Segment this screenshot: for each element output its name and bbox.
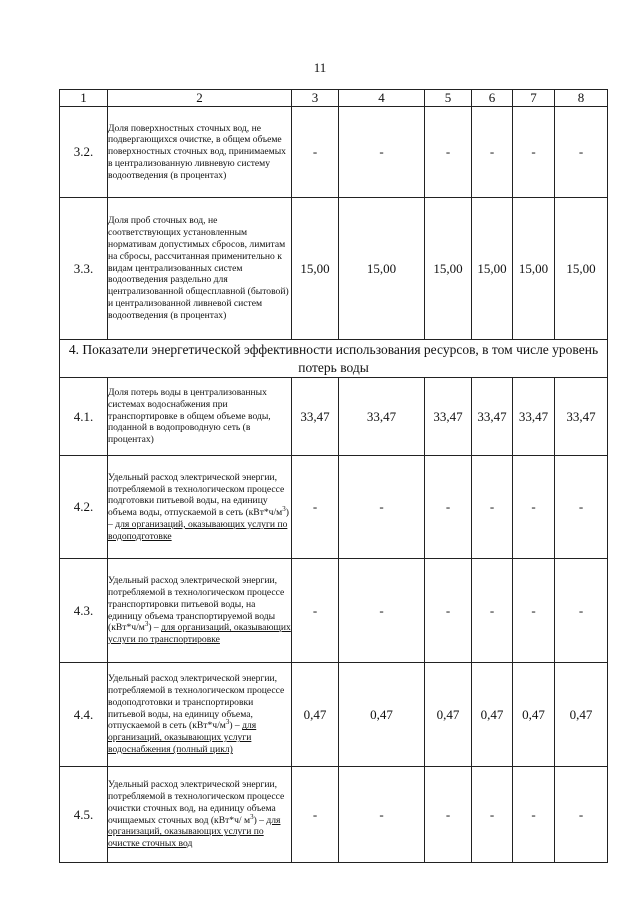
value-cell: - — [425, 767, 472, 863]
desc-superscript: 3 — [282, 504, 286, 513]
indicators-table — [59, 89, 608, 863]
page-number: 11 — [313, 60, 327, 75]
value-cell: 0,47 — [513, 663, 555, 767]
row-number: 4.5. — [60, 767, 108, 863]
table-row — [60, 198, 608, 340]
table-row — [60, 767, 608, 863]
value-cell: - — [292, 559, 339, 663]
desc-underlined: для организаций, оказывающих услуги по транспортировке — [108, 622, 291, 646]
value-cell: - — [292, 767, 339, 863]
desc-superscript: 3 — [225, 718, 230, 727]
value-cell: 33,47 — [472, 378, 513, 456]
value-cell: 15,00 — [292, 198, 339, 340]
value-cell: - — [555, 767, 608, 863]
value-cell: - — [513, 559, 555, 663]
value-cell: 33,47 — [292, 378, 339, 456]
header-cell: 8 — [555, 90, 608, 107]
row-number: 4.2. — [60, 456, 108, 559]
table-header-row — [60, 90, 608, 107]
table-row — [60, 663, 608, 767]
value-cell: 15,00 — [339, 198, 425, 340]
row-description — [108, 663, 292, 767]
value-cell: 33,47 — [555, 378, 608, 456]
value-cell: - — [555, 559, 608, 663]
desc-text: Удельный расход электрической энергии, потребляемой в технологическом процессе водоподготовки и транспортировки питьевой воды, на единицу объема, отпускаемой в сеть (кВт*ч/м — [108, 673, 285, 732]
value-cell: - — [472, 456, 513, 559]
section-title: 4. Показатели энергетической эффективности использования ресурсов, в том числе уровень потерь воды — [60, 340, 608, 378]
desc-text: Удельный расход электрической энергии, потребляемой в технологическом процессе очистки сточных вод, на единицу объема очищаемых сточных вод (кВт*ч/ м — [108, 779, 285, 826]
value-cell: - — [339, 767, 425, 863]
row-number: 4.4. — [60, 663, 108, 767]
table-row — [60, 107, 608, 198]
header-cell: 1 — [60, 90, 108, 107]
value-cell: - — [425, 107, 472, 198]
value-cell: - — [513, 107, 555, 198]
table-row — [60, 559, 608, 663]
value-cell: - — [339, 559, 425, 663]
value-cell: - — [339, 107, 425, 198]
row-description — [108, 767, 292, 863]
desc-superscript: 3 — [144, 620, 149, 629]
row-description: Доля поверхностных сточных вод, не подвергающихся очистке, в общем объеме поверхностных сточных вод, принимаемых в централизованную ливневую систему водоотведения (в процентах) — [108, 107, 292, 198]
desc-tail: ) – — [108, 507, 289, 530]
value-cell: 0,47 — [472, 663, 513, 767]
row-number: 3.2. — [60, 107, 108, 198]
value-cell: - — [472, 559, 513, 663]
desc-superscript: 3 — [250, 812, 254, 821]
value-cell: - — [555, 456, 608, 559]
desc-underlined: для организаций, оказывающих услуги по водоподготовке — [108, 518, 288, 542]
value-cell: 15,00 — [555, 198, 608, 340]
value-cell: 15,00 — [472, 198, 513, 340]
desc-tail: ) – — [253, 814, 267, 826]
value-cell: 0,47 — [292, 663, 339, 767]
section-row — [60, 340, 608, 378]
value-cell: 15,00 — [425, 198, 472, 340]
header-cell: 6 — [472, 90, 513, 107]
header-cell: 5 — [425, 90, 472, 107]
value-cell: - — [472, 107, 513, 198]
header-cell: 2 — [108, 90, 292, 107]
desc-underlined: для организаций, оказывающих услуги по очистке сточных вод — [108, 814, 281, 850]
value-cell: - — [555, 107, 608, 198]
value-cell: 33,47 — [339, 378, 425, 456]
desc-tail: ) – — [229, 720, 243, 732]
table-row — [60, 456, 608, 559]
row-description — [108, 456, 292, 559]
desc-underlined: для организаций, оказывающих услуги водоснабжения (полный цикл) — [108, 720, 257, 756]
row-number: 3.3. — [60, 198, 108, 340]
value-cell: 0,47 — [425, 663, 472, 767]
value-cell: - — [513, 767, 555, 863]
value-cell: - — [513, 456, 555, 559]
value-cell: - — [292, 107, 339, 198]
row-number: 4.1. — [60, 378, 108, 456]
row-description: Доля потерь воды в централизованных системах водоснабжения при транспортировке в общем объеме воды, поданной в водопроводную сеть (в процентах) — [108, 378, 292, 456]
value-cell: - — [472, 767, 513, 863]
value-cell: - — [425, 559, 472, 663]
value-cell: - — [425, 456, 472, 559]
value-cell: 33,47 — [513, 378, 555, 456]
row-description — [108, 559, 292, 663]
row-number: 4.3. — [60, 559, 108, 663]
value-cell: 33,47 — [425, 378, 472, 456]
header-cell: 3 — [292, 90, 339, 107]
value-cell: - — [339, 456, 425, 559]
desc-tail: ) – — [148, 622, 162, 634]
value-cell: 0,47 — [339, 663, 425, 767]
value-cell: - — [292, 456, 339, 559]
table-row — [60, 378, 608, 456]
desc-text: Удельный расход электрической энергии, потребляемой в технологическом процессе подготовки питьевой воды, на единицу объема воды, отпускаемой в сеть (кВт*ч/м — [108, 471, 285, 519]
row-description: Доля проб сточных вод, не соответствующих установленным нормативам допустимых сбросов, лимитам на сбросы, рассчитанная применительно к видам централизованных систем водоотведения раздельно для централизованной общесплавной (бытовой) и централизованной ливневой систем водоотведения (в процентах) — [108, 198, 292, 340]
desc-text: Удельный расход электрической энергии, потребляемой в технологическом процессе транспортировки питьевой воды, на единицу объема транспортируемой воды (кВт*ч/м — [108, 575, 285, 634]
header-cell: 4 — [339, 90, 425, 107]
value-cell: 15,00 — [513, 198, 555, 340]
value-cell: 0,47 — [555, 663, 608, 767]
header-cell: 7 — [513, 90, 555, 107]
